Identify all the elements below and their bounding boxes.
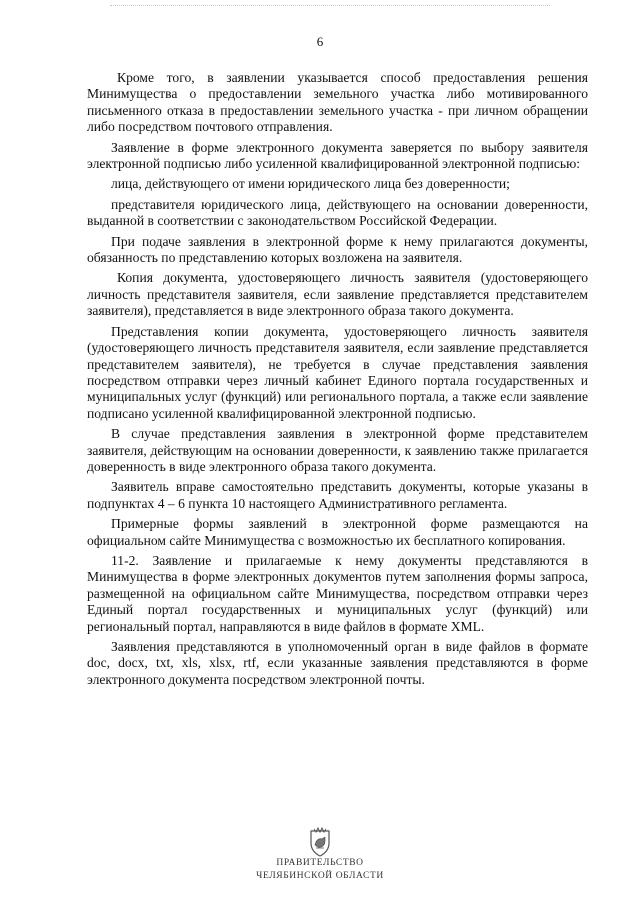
- paragraph-signature: Заявление в форме электронного документа заверяется по выбору заявителя электронной подписью либо усиленной квалифицированной электронной подписью:: [87, 139, 588, 172]
- paragraph-additional-documents: Заявитель вправе самостоятельно представить документы, которые указаны в подпунктах 4 – 6 пункта 10 настоящего Административного регламента.: [87, 479, 588, 511]
- page-number: 6: [316, 34, 324, 49]
- footer-government-label: ПРАВИТЕЛЬСТВО: [276, 858, 364, 868]
- footer-region-label: ЧЕЛЯБИНСКОЙ ОБЛАСТИ: [256, 871, 384, 881]
- paragraph-decision-method: Кроме того, в заявлении указывается способ предоставления решения Минимущества о предоставлении земельного участка либо мотивированного письменного отказа в предоставлении земельного участка - при личном обращении либо посредством почтового отправления.: [87, 70, 588, 135]
- paragraph-identity-not-required: Представления копии документа, удостоверяющего личность заявителя (удостоверяющего личность представителя заявителя, если заявление представляется представителем заявителя), не требуется в случае представления заявления посредством отправки через личный кабинет Единого портала государственных и муниципальных услуг (функций) или регионального портала, а также если заявление подписано усиленной квалифицированной электронной подписью.: [87, 323, 588, 421]
- scan-artifact-line: [110, 5, 550, 6]
- paragraph-11-2: 11-2. Заявление и прилагаемые к нему документы представляются в Минимущества в форме электронных документов путем заполнения формы запроса, размещенной на официальном сайте Минимущества, посредством отправки через Единый портал государственных и муниципальных услуг (функций) или региональный портал, направляются в виде файлов в формате XML.: [87, 552, 588, 634]
- paragraph-signer-without-power: лица, действующего от имени юридического лица без доверенности;: [111, 176, 510, 192]
- paragraph-power-of-attorney: В случае представления заявления в электронной форме представителем заявителя, действующим на основании доверенности, к заявлению также прилагается доверенность в виде электронного образа такого документа.: [87, 426, 588, 474]
- paragraph-identity-copy: Копия документа, удостоверяющего личность заявителя (удостоверяющего личность представителя заявителя, если заявление представляется представителем заявителя), представляется в виде электронного образа такого документа.: [87, 270, 588, 319]
- document-body: [87, 70, 588, 692]
- chelyabinsk-emblem-icon: [303, 825, 337, 859]
- paragraph-signer-with-power: представителя юридического лица, действующего на основании доверенности, выданной в соответствии с законодательством Российской Федерации.: [87, 196, 588, 229]
- paragraph-attachments: При подаче заявления в электронной форме к нему прилагаются документы, обязанность по представлению которых возложена на заявителя.: [87, 233, 588, 266]
- paragraph-sample-forms: Примерные формы заявлений в электронной форме размещаются на официальном сайте Минимущества с возможностью их бесплатного копирования.: [87, 516, 588, 548]
- paragraph-file-formats: Заявления представляются в уполномоченный орган в виде файлов в формате doc, docx, txt, xls, xlsx, rtf, если указанные заявления представляются в форме электронного документа посредством электронной почты.: [87, 639, 588, 687]
